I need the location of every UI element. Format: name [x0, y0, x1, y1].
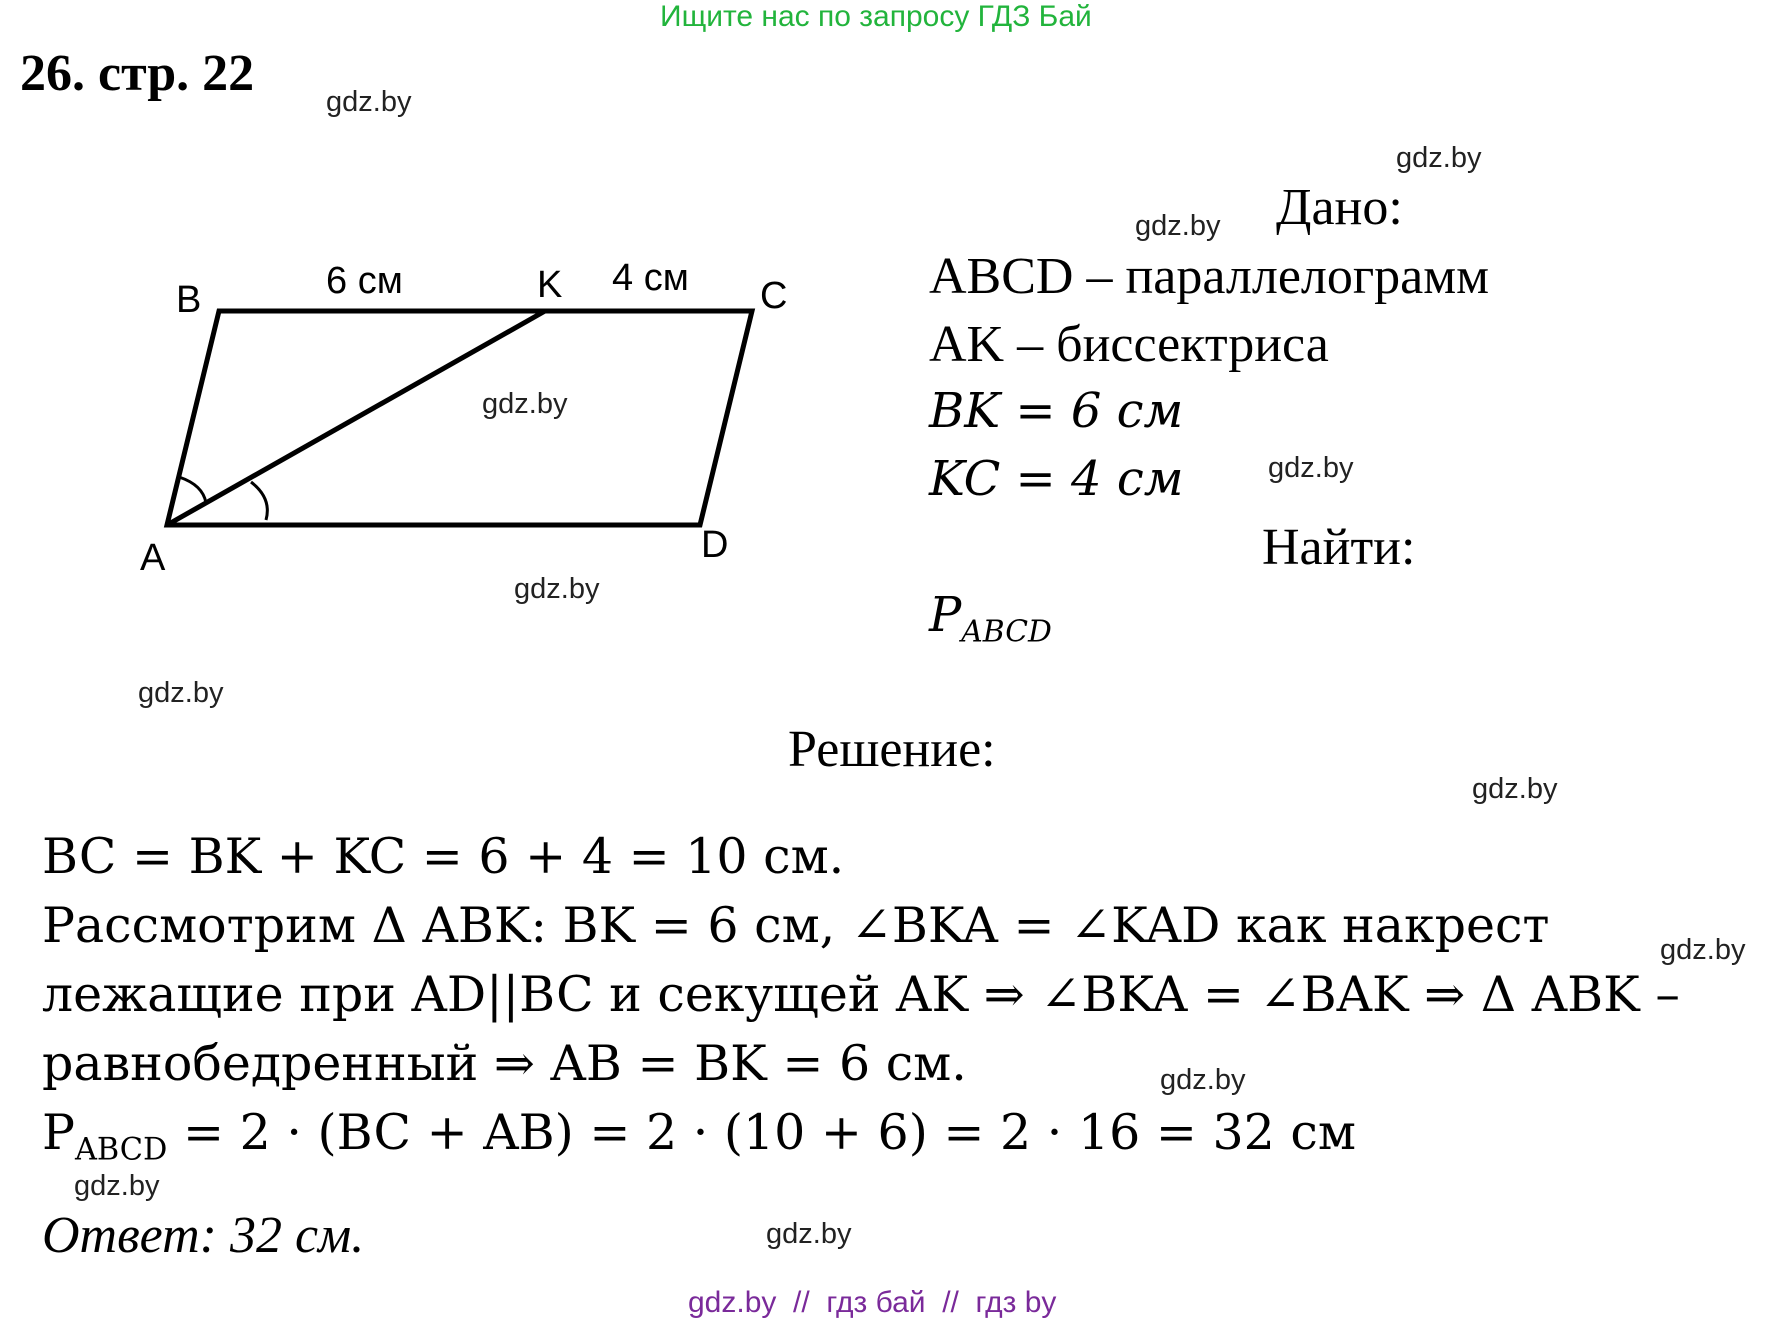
label-d: D — [701, 524, 729, 566]
given-line-4: KC = 4 см — [929, 451, 1184, 507]
watermark: gdz.by — [74, 1170, 160, 1202]
watermark: gdz.by — [514, 573, 600, 605]
watermark: gdz.by — [1135, 210, 1221, 242]
top-banner: Ищите нас по запросу ГДЗ Бай — [660, 0, 1092, 33]
angle-arc-bak — [179, 477, 206, 503]
label-c: C — [760, 275, 788, 317]
watermark: gdz.by — [1660, 934, 1746, 966]
watermark: gdz.by — [138, 677, 224, 709]
length-bk: 6 см — [326, 260, 403, 302]
footer-links: gdz.by // гдз бай // гдз by — [688, 1286, 1057, 1319]
angle-arc-kad — [251, 482, 267, 520]
solution-line-1: BC = BK + KC = 6 + 4 = 10 см. — [42, 828, 845, 885]
watermark: gdz.by — [1396, 142, 1482, 174]
find-heading: Найти: — [1262, 519, 1416, 576]
parallelogram-abcd — [167, 311, 752, 525]
page-title: 26. стр. 22 — [20, 45, 255, 102]
given-line-1: ABCD – параллелограмм — [929, 248, 1490, 305]
solution-heading: Решение: — [788, 721, 996, 778]
length-kc: 4 см — [612, 257, 689, 299]
watermark: gdz.by — [1268, 452, 1354, 484]
label-k: K — [537, 264, 563, 306]
watermark: gdz.by — [326, 86, 412, 118]
watermark: gdz.by — [1472, 773, 1558, 805]
watermark: gdz.by — [482, 388, 568, 420]
find-perimeter: $P_{ABCD}$ — [929, 587, 1052, 650]
given-line-2: AK – биссектриса — [929, 316, 1329, 373]
solution-line-2: Рассмотрим Δ ABK: BK = 6 см, ∠BKA = ∠KAD как накрест — [42, 897, 1550, 954]
given-heading: Дано: — [1276, 179, 1403, 236]
solution-line-4: равнобедренный ⇒ AB = BK = 6 см. — [42, 1035, 967, 1092]
label-b: B — [176, 279, 202, 321]
watermark: gdz.by — [766, 1218, 852, 1250]
solution-line-3: лежащие при AD||BC и секущей AK ⇒ ∠BKA = ∠BAK ⇒ Δ ABK – — [42, 966, 1680, 1023]
answer: Ответ: 32 см. — [42, 1207, 365, 1264]
given-line-3: BK = 6 см — [929, 383, 1184, 439]
solution-line-5: $P_{ABCD} = 2 \cdot (BC + AB) = 2 \cdot (10 + 6) = 2 \cdot 16 = 32$ см — [42, 1104, 1356, 1168]
watermark: gdz.by — [1160, 1064, 1246, 1096]
label-a: A — [140, 537, 166, 579]
